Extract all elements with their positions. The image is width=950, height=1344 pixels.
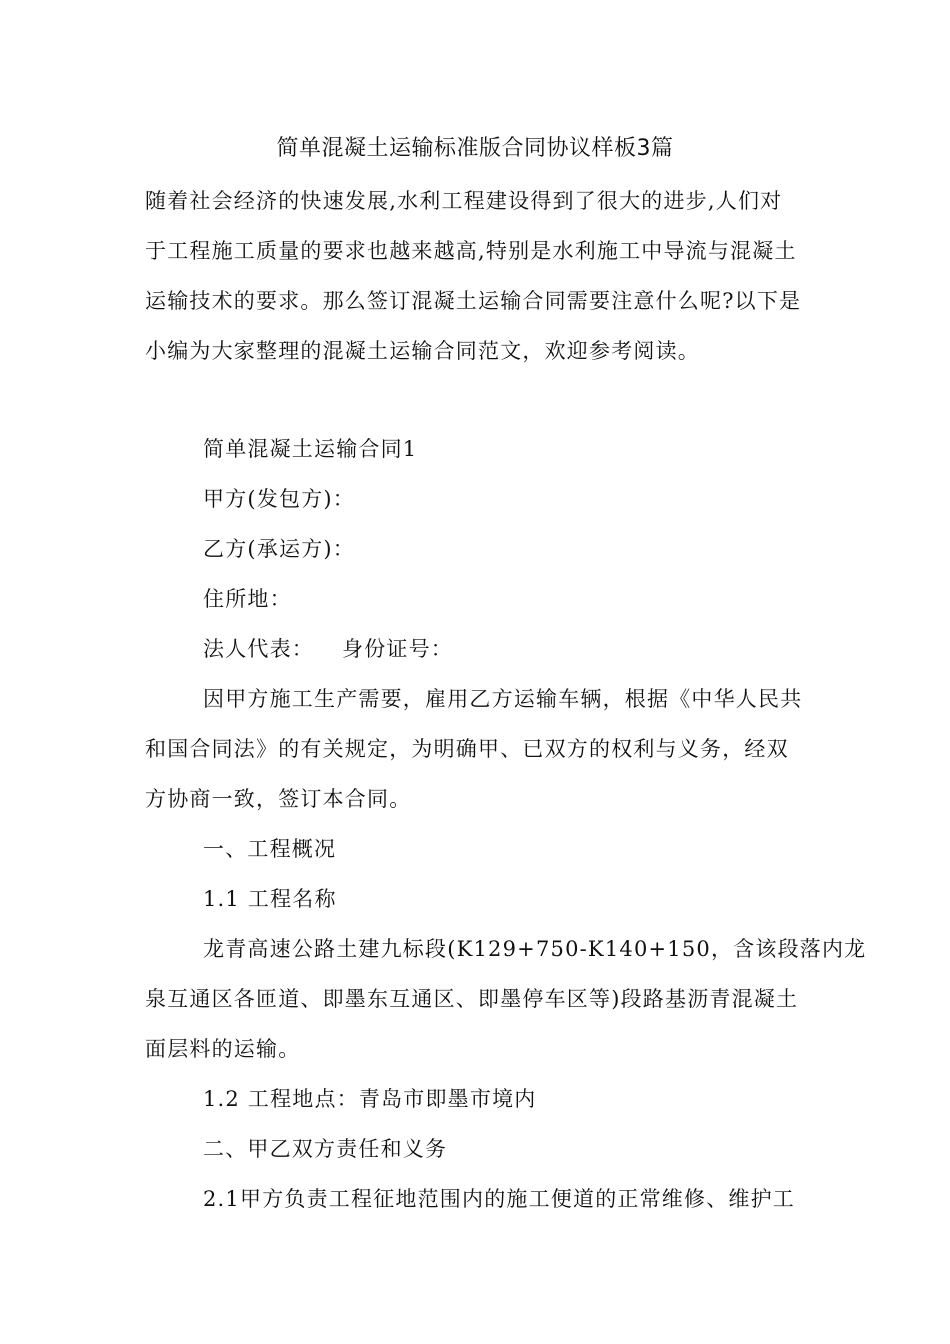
project-line: 龙青高速公路土建九标段(K129+750-K140+150，含该段落内龙 [203,937,867,961]
preamble-line: 因甲方施工生产需要，雇用乙方运输车辆，根据《中华人民共 [203,687,803,711]
party-b-field: 乙方(承运方)： [203,537,355,561]
intro-line: 随着社会经济的快速发展,水利工程建设得到了很大的进步,人们对 [145,189,783,213]
intro-line: 于工程施工质量的要求也越来越高,特别是水利施工中导流与混凝土 [145,239,797,263]
party-a-field: 甲方(发包方)： [203,487,355,511]
contract-heading: 简单混凝土运输合同1 [203,437,418,461]
section-1-title: 一、工程概况 [203,837,337,861]
item-2-1: 2.1甲方负责工程征地范围内的施工便道的正常维修、维护工 [203,1187,795,1211]
preamble-line: 和国合同法》的有关规定，为明确甲、已双方的权利与义务，经双 [145,737,789,761]
item-1-1: 1.1 工程名称 [203,887,337,911]
intro-line: 运输技术的要求。那么签订混凝土运输合同需要注意什么呢?以下是 [145,289,802,313]
project-line: 面层料的运输。 [145,1037,301,1061]
preamble-line: 方协商一致，签订本合同。 [145,787,412,811]
legal-rep-label: 法人代表： [203,637,314,661]
id-number-label: 身份证号： [342,637,453,661]
address-field: 住所地： [203,587,292,611]
document-title: 简单混凝土运输标准版合同协议样板3篇 [276,136,674,161]
item-1-2: 1.2 工程地点：青岛市即墨市境内 [203,1087,537,1111]
project-line: 泉互通区各匝道、即墨东互通区、即墨停车区等)段路基沥青混凝土 [145,987,799,1011]
section-2-title: 二、甲乙双方责任和义务 [203,1137,448,1161]
legal-rep-row [145,632,805,682]
intro-line: 小编为大家整理的混凝土运输合同范文，欢迎参考阅读。 [145,339,700,363]
intro-paragraph [145,184,805,384]
contract-body [145,432,867,1232]
